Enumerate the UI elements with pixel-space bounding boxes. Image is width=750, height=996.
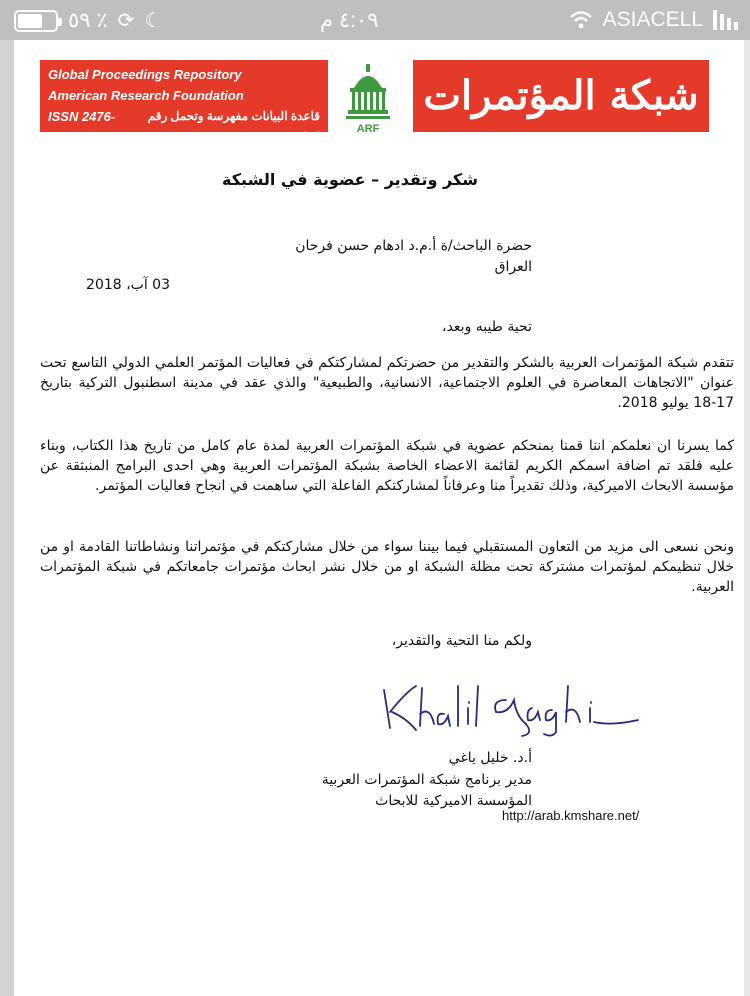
right-margin-band — [744, 40, 750, 996]
recipient: حضرة الباحث/ة أ.م.د ادهام حسن فرحان — [295, 238, 532, 254]
status-bar — [0, 0, 750, 40]
repo-line2: American Research Foundation — [48, 88, 244, 103]
wifi-icon — [569, 10, 593, 30]
battery-icon — [14, 10, 58, 32]
logo-text: ARF — [356, 123, 380, 135]
status-right — [569, 8, 738, 32]
issn-number: ISSN 2476-017X — [48, 109, 116, 145]
rotation-lock-icon: ⟳ — [117, 10, 135, 32]
paragraph-1: تتقدم شبكة المؤتمرات العربية بالشكر والتقدير من حضرتكم لمشاركتكم في فعاليات المؤتمر العلمي الدولي التاسع تحت عنوان "الاتجاهات المعاصرة في العلوم الاجتماعية، الانسانية، والطبيعية" والذي عقد في مدينة اسطنبول التركية بتاريخ 17-18 يوليو 2018. — [40, 355, 734, 411]
left-margin-band — [0, 40, 14, 996]
arf-logo — [340, 58, 396, 136]
clock: ٤:٠٩ م — [320, 9, 379, 32]
website-link[interactable]: http://arab.kmshare.net/ — [502, 808, 640, 823]
battery-percent: ٥٩ ٪ — [68, 9, 108, 32]
repo-line1: Global Proceedings Repository — [48, 67, 242, 82]
greeting: تحية طيبه وبعد، — [442, 319, 532, 335]
status-left — [14, 8, 162, 33]
paragraph-2: كما يسرنا ان نعلمكم اننا قمنا بمنحكم عضوية في شبكة المؤتمرات العربية لمدة عام كامل من تاريخ هذا الكتاب، وبناء عليه فلقد تم اضافة اسمكم الكريم لقائمة الاعضاء الخاصة بشبكة المؤتمرات العربية وهي احدى البرامج المنبثقة عن مؤسسة الابحاث الاميركية، وذلك تقديراً منا وعرفاناً لمشاركتكم الفاعلة التي ساهمت في انجاح فعاليات المؤتمر. — [40, 438, 734, 494]
paragraph-3: ونحن نسعى الى مزيد من التعاون المستقبلي فيما بيننا سواء من خلال مشاركتكم في مؤتمراتنا ونشاطاتنا القادمة او من خلال تنظيمكم لمؤتمرات مشتركة تحت مظلة الشبكة او من خلال نشر ابحاث مؤتمرات جامعاتكم في شبكة المؤتمرات العربية. — [40, 539, 734, 595]
letter-title: شكر وتقدير – عضوية في الشبكة — [222, 170, 478, 189]
signal-icon — [713, 10, 738, 30]
network-banner: شبكة المؤتمرات العربية — [413, 60, 709, 132]
moon-icon: ☾ — [144, 10, 163, 32]
signer-org: المؤسسة الاميركية للابحاث — [375, 793, 532, 809]
handwritten-signature — [376, 678, 642, 738]
closing: ولكم منا التحية والتقدير، — [391, 633, 532, 649]
recipient-country: العراق — [494, 259, 532, 275]
signer-role: مدير برنامج شبكة المؤتمرات العربية — [321, 772, 532, 788]
signer-name: أ.د. خليل ياغي — [448, 750, 532, 766]
carrier-name: ASIACELL — [602, 8, 703, 31]
letter-date: 03 آب، 2018 — [86, 277, 170, 293]
repository-banner — [40, 60, 328, 145]
indexed-note: قاعدة البيانات مفهرسة وتحمل رقم ايداع — [147, 109, 320, 144]
